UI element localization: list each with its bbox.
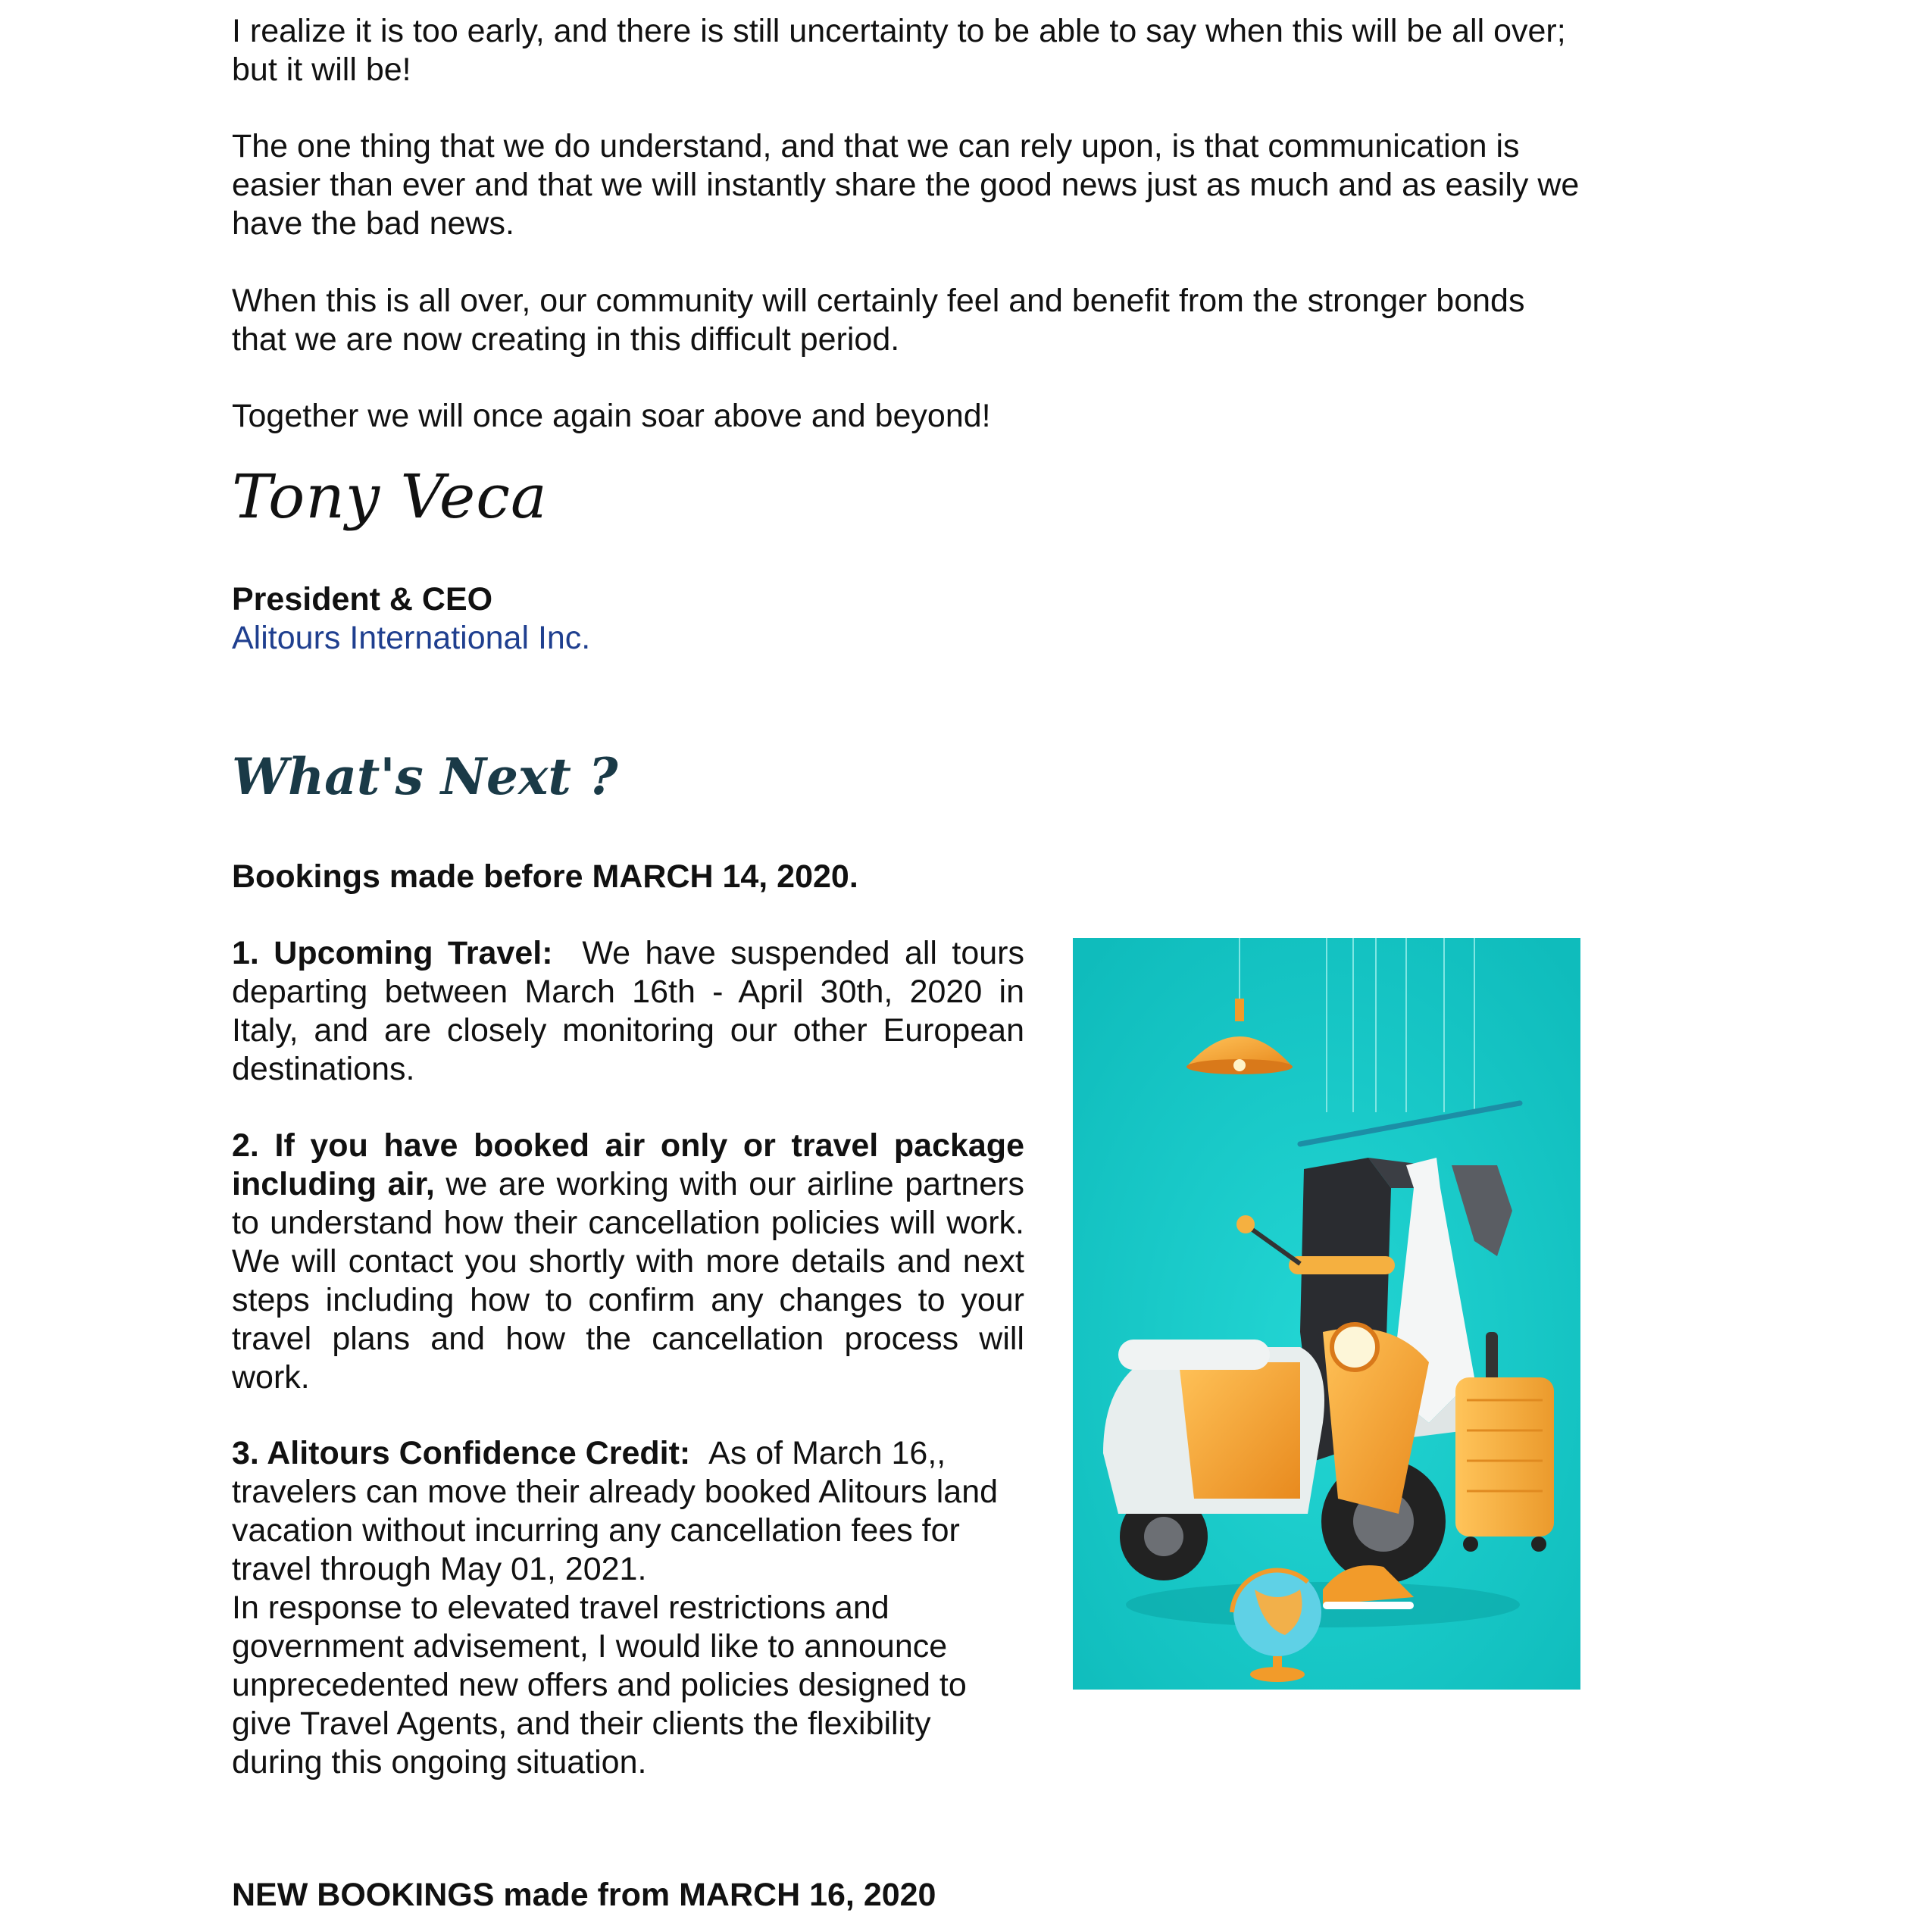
upcoming-travel-label: 1. Upcoming Travel: [232, 935, 553, 971]
signature-title: President & CEO [232, 581, 493, 617]
letter-paragraph-3: When this is all over, our community will certainly feel and benefit from the stronger bonds that we are now creating in this difficult period. [232, 283, 1525, 358]
company-link[interactable]: Alitours International Inc. [232, 620, 591, 656]
air-booking-text: we are working with our airline partners to understand how their cancellation policies will work. We will contact you shortly with more details and next steps including how to confirm any changes to your travel plans and how the cancellation process will work. [232, 1166, 1024, 1396]
confidence-credit-text: As of March 16,, travelers can move their already booked Alitours land vacation without incurring any cancellation fees for travel through May 01, 2021. [232, 1435, 999, 1587]
confidence-credit-item [232, 1434, 1024, 1782]
letter-paragraph-2: The one thing that we do understand, and that we can rely upon, is that communication is easier than ever and that we will instantly share the good news just as much and as easily we have the bad news. [232, 128, 1580, 242]
new-bookings-subheading: NEW BOOKINGS made from MARCH 16, 2020 [232, 1877, 936, 1913]
upcoming-travel-text: We have suspended all tours departing between March 16th - April 30th, 2020 in Italy, and are closely monitoring our other European destinations. [232, 935, 1024, 1087]
upcoming-travel-item [232, 934, 1024, 1089]
travel-scooter-image [1073, 938, 1580, 1690]
email-body [232, 0, 1580, 1932]
confidence-credit-text-2: In response to elevated travel restrictions and government advisement, I would like to announce unprecedented new offers and policies designed to give Travel Agents, and their clients the flexibility during this ongoing situation. [232, 1590, 967, 1780]
air-booking-item [232, 1127, 1024, 1397]
air-booking-label: 2. If you have booked air only or travel package including air, [232, 1127, 1024, 1202]
signature-name: Tony Veca [232, 461, 548, 532]
letter-paragraph-1: I realize it is too early, and there is still uncertainty to be able to say when this will be all over; but it will be! [232, 13, 1566, 88]
bookings-before-subheading: Bookings made before MARCH 14, 2020. [232, 858, 858, 895]
whats-next-heading: What's Next ? [232, 747, 618, 806]
scooter-illustration [1073, 938, 1580, 1690]
letter-paragraph-4: Together we will once again soar above and beyond! [232, 398, 991, 434]
confidence-credit-label: 3. Alitours Confidence Credit: [232, 1435, 691, 1471]
